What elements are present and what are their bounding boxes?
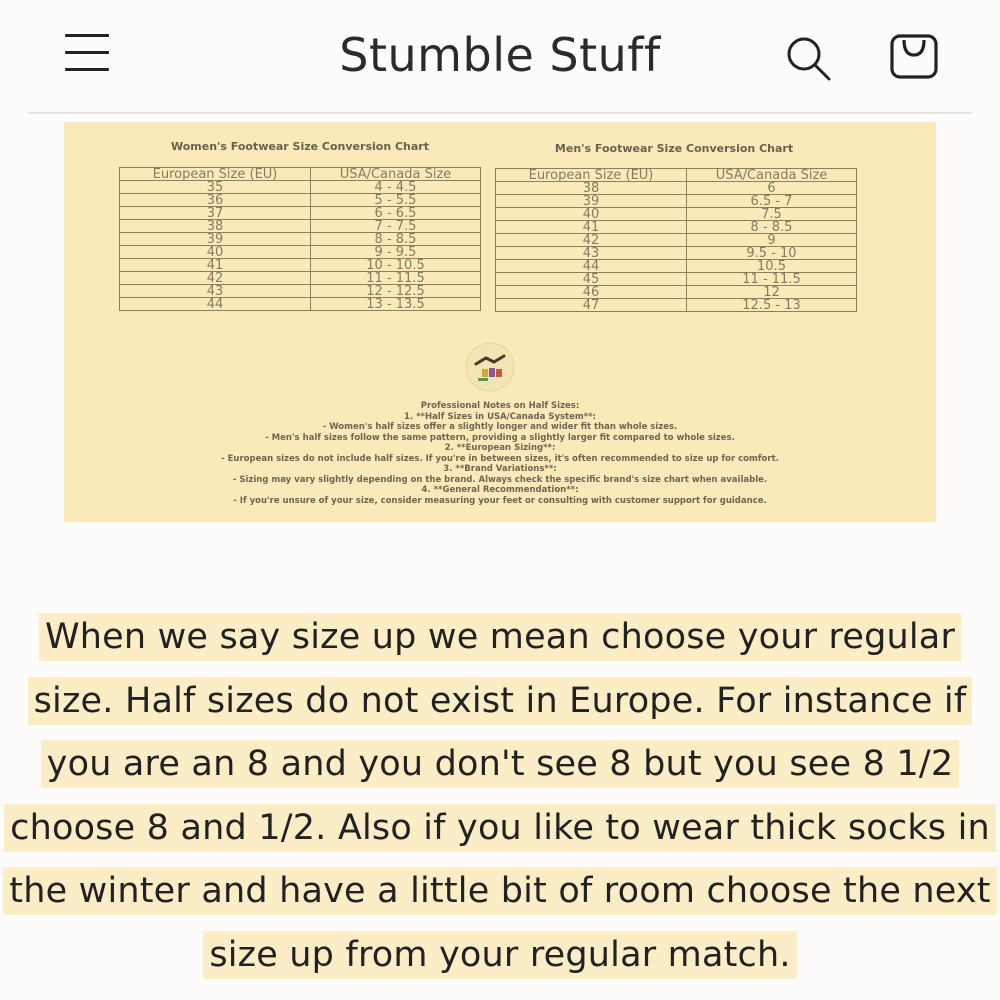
- women-eu-size-cell: 37: [120, 207, 311, 220]
- men-eu-size-cell: 46: [496, 286, 687, 299]
- text-line-wrapper: [0, 741, 1000, 805]
- text-line-wrapper: [0, 805, 1000, 869]
- women-table-row: [120, 298, 481, 311]
- women-table-row: [120, 246, 481, 259]
- men-table-row: [496, 273, 857, 286]
- women-chart-title: Women's Footwear Size Conversion Chart: [171, 140, 429, 153]
- highlighted-text-line: When we say size up we mean choose your regular: [39, 613, 961, 661]
- women-table-row: [120, 233, 481, 246]
- men-us-size-cell: 12: [687, 286, 857, 299]
- women-table-row: [120, 259, 481, 272]
- men-eu-size-cell: 42: [496, 234, 687, 247]
- men-table-row: [496, 195, 857, 208]
- women-eu-size-cell: 40: [120, 246, 311, 259]
- men-table-row: [496, 221, 857, 234]
- women-eu-size-cell: 36: [120, 194, 311, 207]
- women-table-row: [120, 194, 481, 207]
- men-eu-size-cell: 47: [496, 299, 687, 312]
- men-us-size-cell: 9: [687, 234, 857, 247]
- note-line: Professional Notes on Half Sizes:: [420, 401, 580, 411]
- text-line-wrapper: [0, 932, 1000, 996]
- men-table-row: [496, 234, 857, 247]
- note-line: 3. **Brand Variations**:: [443, 464, 557, 474]
- note-line: - Women's half sizes offer a slightly longer and wider fit than whole sizes.: [322, 422, 678, 432]
- women-table-row: [120, 207, 481, 220]
- note-line: - European sizes do not include half sizes. If you're in between sizes, it's often recommended to size up for comfort.: [221, 453, 779, 464]
- highlighted-text-line: size up from your regular match.: [203, 931, 796, 979]
- men-us-size-cell: 12.5 - 13: [687, 299, 857, 312]
- note-line: 4. **General Recommendation**:: [421, 485, 579, 495]
- text-line-wrapper: [0, 614, 1000, 678]
- men-table-row: [496, 260, 857, 273]
- women-table-row: [120, 181, 481, 194]
- women-eu-size-cell: 38: [120, 220, 311, 233]
- highlighted-text-line: size. Half sizes do not exist in Europe. For instance if: [28, 677, 973, 725]
- men-us-size-cell: 9.5 - 10: [687, 247, 857, 260]
- women-us-size-cell: 7 - 7.5: [311, 220, 481, 233]
- women-eu-size-cell: 42: [120, 272, 311, 285]
- men-us-size-cell: 7.5: [687, 208, 857, 221]
- women-eu-size-cell: 44: [120, 298, 311, 311]
- men-table-row: [496, 182, 857, 195]
- size-chart-image: [64, 122, 936, 522]
- men-table-header: [496, 169, 857, 182]
- men-us-size-cell: 6: [687, 182, 857, 195]
- highlighted-text-line: you are an 8 and you don't see 8 but you see 8 1/2: [41, 740, 960, 788]
- men-table-row: [496, 299, 857, 312]
- men-eu-size-cell: 45: [496, 273, 687, 286]
- women-table-header: [120, 168, 481, 181]
- women-us-size-cell: 8 - 8.5: [311, 233, 481, 246]
- men-eu-size-cell: 38: [496, 182, 687, 195]
- women-size-table: [119, 167, 481, 311]
- store-name[interactable]: Stumble Stuff: [339, 28, 661, 82]
- men-eu-size-cell: 41: [496, 221, 687, 234]
- note-line: 1. **Half Sizes in USA/Canada System**:: [403, 411, 597, 422]
- men-table-row: [496, 208, 857, 221]
- women-col-us: USA/Canada Size: [311, 168, 481, 181]
- professional-notes: [64, 401, 936, 506]
- search-icon[interactable]: [780, 30, 836, 86]
- men-chart-title: Men's Footwear Size Conversion Chart: [554, 142, 794, 155]
- women-eu-size-cell: 39: [120, 233, 311, 246]
- women-col-eu: European Size (EU): [120, 168, 311, 181]
- note-line: - Sizing may vary slightly depending on the brand. Always check the specific brand's size chart when available.: [232, 474, 768, 485]
- men-table-row: [496, 286, 857, 299]
- men-eu-size-cell: 43: [496, 247, 687, 260]
- women-eu-size-cell: 35: [120, 181, 311, 194]
- women-us-size-cell: 12 - 12.5: [311, 285, 481, 298]
- men-us-size-cell: 6.5 - 7: [687, 195, 857, 208]
- size-guide-text: [0, 614, 1000, 995]
- women-table-row: [120, 272, 481, 285]
- women-eu-size-cell: 41: [120, 259, 311, 272]
- highlighted-text-line: the winter and have a little bit of room choose the next: [3, 867, 996, 915]
- men-col-eu: European Size (EU): [496, 169, 687, 182]
- men-eu-size-cell: 40: [496, 208, 687, 221]
- men-table-row: [496, 247, 857, 260]
- men-eu-size-cell: 44: [496, 260, 687, 273]
- men-size-table: [495, 168, 857, 312]
- brand-logo-icon: [460, 342, 520, 392]
- header-divider: [28, 112, 972, 114]
- men-us-size-cell: 11 - 11.5: [687, 273, 857, 286]
- women-eu-size-cell: 43: [120, 285, 311, 298]
- men-us-size-cell: 10.5: [687, 260, 857, 273]
- women-us-size-cell: 6 - 6.5: [311, 207, 481, 220]
- women-us-size-cell: 13 - 13.5: [311, 298, 481, 311]
- women-us-size-cell: 5 - 5.5: [311, 194, 481, 207]
- women-us-size-cell: 11 - 11.5: [311, 272, 481, 285]
- text-line-wrapper: [0, 868, 1000, 932]
- men-us-size-cell: 8 - 8.5: [687, 221, 857, 234]
- note-line: - If you're unsure of your size, consider measuring your feet or consulting with customer support for guidance.: [233, 495, 767, 506]
- men-eu-size-cell: 39: [496, 195, 687, 208]
- women-us-size-cell: 4 - 4.5: [311, 181, 481, 194]
- cart-icon[interactable]: [884, 28, 944, 88]
- note-line: 2. **European Sizing**:: [444, 443, 556, 453]
- men-col-us: USA/Canada Size: [687, 169, 857, 182]
- note-line: - Men's half sizes follow the same pattern, providing a slightly larger fit compared to whole sizes.: [265, 432, 735, 443]
- text-line-wrapper: [0, 678, 1000, 742]
- women-table-row: [120, 220, 481, 233]
- women-us-size-cell: 9 - 9.5: [311, 246, 481, 259]
- highlighted-text-line: choose 8 and 1/2. Also if you like to wear thick socks in: [4, 804, 996, 852]
- women-table-row: [120, 285, 481, 298]
- women-us-size-cell: 10 - 10.5: [311, 259, 481, 272]
- site-header: [0, 0, 1000, 113]
- hamburger-menu-icon[interactable]: [63, 30, 111, 78]
